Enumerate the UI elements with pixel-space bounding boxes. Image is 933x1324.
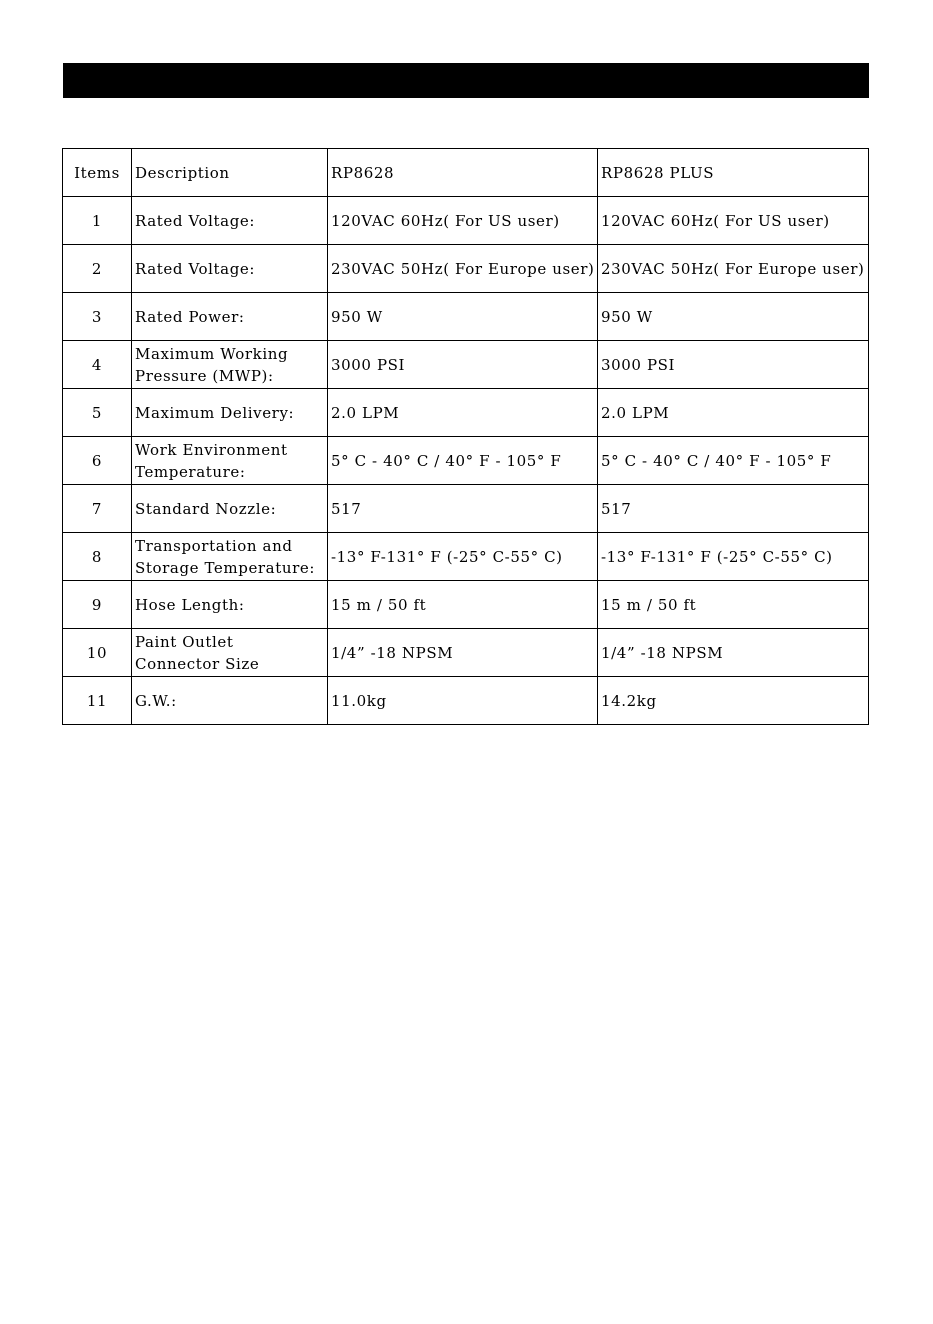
rp8628-value-cell: 517 bbox=[328, 485, 598, 533]
description-line: Storage Temperature: bbox=[135, 558, 316, 577]
rp8628-plus-value-cell: 120VAC 60Hz( For US user) bbox=[598, 197, 869, 245]
table-row bbox=[63, 581, 869, 629]
item-number-cell: 4 bbox=[63, 341, 132, 389]
rp8628-plus-value-cell: 3000 PSI bbox=[598, 341, 869, 389]
description-line: Rated Voltage: bbox=[135, 259, 256, 278]
description-cell bbox=[132, 677, 328, 725]
item-number-cell: 2 bbox=[63, 245, 132, 293]
header-rp8628: RP8628 bbox=[328, 149, 598, 197]
description-cell bbox=[132, 197, 328, 245]
description-cell bbox=[132, 293, 328, 341]
description-cell bbox=[132, 629, 328, 677]
item-number-cell: 1 bbox=[63, 197, 132, 245]
description-line: Rated Voltage: bbox=[135, 211, 256, 230]
table-row bbox=[63, 245, 869, 293]
table-row bbox=[63, 293, 869, 341]
table-row bbox=[63, 629, 869, 677]
description-line: Hose Length: bbox=[135, 595, 245, 614]
header-rp8628-plus: RP8628 PLUS bbox=[598, 149, 869, 197]
rp8628-plus-value-cell: 14.2kg bbox=[598, 677, 869, 725]
item-number-cell: 10 bbox=[63, 629, 132, 677]
rp8628-plus-value-cell: 15 m / 50 ft bbox=[598, 581, 869, 629]
rp8628-plus-value-cell: 1/4” -18 NPSM bbox=[598, 629, 869, 677]
item-number-cell: 5 bbox=[63, 389, 132, 437]
table-row bbox=[63, 197, 869, 245]
rp8628-value-cell: 11.0kg bbox=[328, 677, 598, 725]
item-number-cell: 11 bbox=[63, 677, 132, 725]
description-line: Maximum Working bbox=[135, 344, 289, 363]
table-header-row bbox=[63, 149, 869, 197]
description-line: G.W.: bbox=[135, 691, 177, 710]
header-items: Items bbox=[63, 149, 132, 197]
item-number-cell: 8 bbox=[63, 533, 132, 581]
description-cell bbox=[132, 533, 328, 581]
rp8628-value-cell: 950 W bbox=[328, 293, 598, 341]
description-line: Standard Nozzle: bbox=[135, 499, 277, 518]
item-number-cell: 9 bbox=[63, 581, 132, 629]
description-line: Pressure (MWP): bbox=[135, 366, 274, 385]
specifications-table-body bbox=[63, 149, 869, 725]
specifications-table bbox=[62, 148, 869, 725]
rp8628-plus-value-cell: 950 W bbox=[598, 293, 869, 341]
rp8628-plus-value-cell: 230VAC 50Hz( For Europe user) bbox=[598, 245, 869, 293]
description-line: Maximum Delivery: bbox=[135, 403, 295, 422]
section-header-bar bbox=[63, 63, 869, 98]
description-cell bbox=[132, 389, 328, 437]
rp8628-value-cell: 2.0 LPM bbox=[328, 389, 598, 437]
table-row bbox=[63, 341, 869, 389]
description-line: Paint Outlet bbox=[135, 632, 234, 651]
description-line: Rated Power: bbox=[135, 307, 245, 326]
rp8628-value-cell: 3000 PSI bbox=[328, 341, 598, 389]
table-row bbox=[63, 485, 869, 533]
table-row bbox=[63, 533, 869, 581]
description-cell bbox=[132, 581, 328, 629]
rp8628-value-cell: 120VAC 60Hz( For US user) bbox=[328, 197, 598, 245]
table-row bbox=[63, 677, 869, 725]
description-line: Connector Size bbox=[135, 654, 260, 673]
rp8628-value-cell: 15 m / 50 ft bbox=[328, 581, 598, 629]
description-line: Transportation and bbox=[135, 536, 293, 555]
rp8628-plus-value-cell: 5° C - 40° C / 40° F - 105° F bbox=[598, 437, 869, 485]
rp8628-plus-value-cell: 517 bbox=[598, 485, 869, 533]
item-number-cell: 3 bbox=[63, 293, 132, 341]
rp8628-value-cell: 5° C - 40° C / 40° F - 105° F bbox=[328, 437, 598, 485]
item-number-cell: 6 bbox=[63, 437, 132, 485]
description-cell bbox=[132, 341, 328, 389]
rp8628-value-cell: 1/4” -18 NPSM bbox=[328, 629, 598, 677]
item-number-cell: 7 bbox=[63, 485, 132, 533]
rp8628-value-cell: -13° F-131° F (-25° C-55° C) bbox=[328, 533, 598, 581]
table-row bbox=[63, 437, 869, 485]
table-row bbox=[63, 389, 869, 437]
description-line: Work Environment bbox=[135, 440, 288, 459]
header-description: Description bbox=[132, 149, 328, 197]
description-cell bbox=[132, 437, 328, 485]
description-cell bbox=[132, 485, 328, 533]
rp8628-plus-value-cell: 2.0 LPM bbox=[598, 389, 869, 437]
rp8628-plus-value-cell: -13° F-131° F (-25° C-55° C) bbox=[598, 533, 869, 581]
description-cell bbox=[132, 245, 328, 293]
rp8628-value-cell: 230VAC 50Hz( For Europe user) bbox=[328, 245, 598, 293]
description-line: Temperature: bbox=[135, 462, 246, 481]
